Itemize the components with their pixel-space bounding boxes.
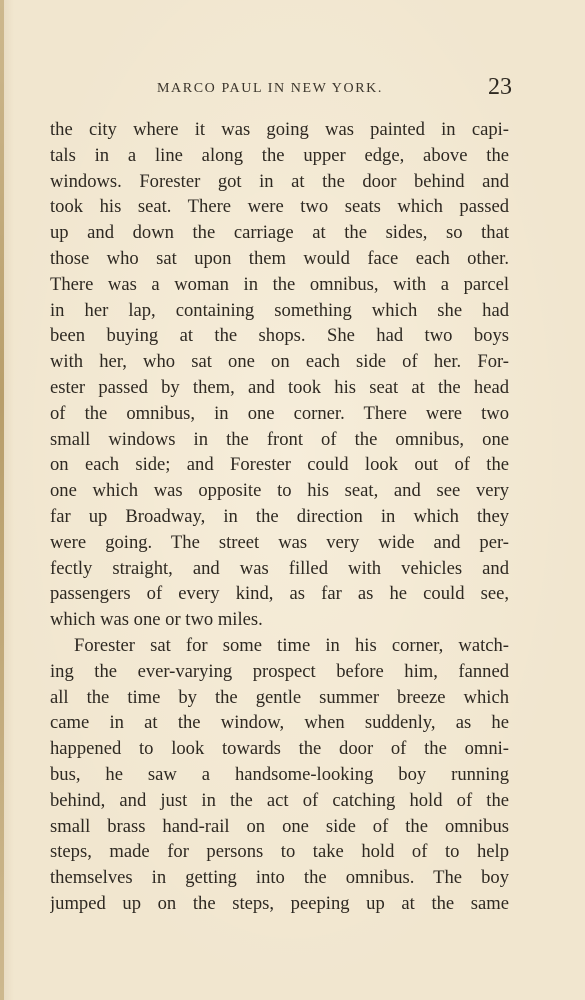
text-line: There was a woman in the omnibus, with a parcel [50,273,509,295]
text-line: were going. The street was very wide and per- [50,531,509,553]
text-line: took his seat. There were two seats which passed [50,196,509,218]
body-text [50,117,509,917]
text-line: behind, and just in the act of catching hold of the [50,789,509,811]
text-line: fectly straight, and was filled with vehicles and [50,557,509,579]
text-line: up and down the carriage at the sides, so that [50,222,509,244]
text-line: ing the ever-varying prospect before him, fanned [50,660,509,682]
text-line: all the time by the gentle summer breeze which [50,686,509,708]
running-head: MARCO PAUL IN NEW YORK. [157,81,383,96]
text-line: those who sat upon them would face each other. [50,247,509,269]
text-line: which was one or two miles. [50,609,263,631]
text-line: happened to look towards the door of the omni- [50,738,509,760]
text-line: steps, made for persons to take hold of to help [50,841,509,863]
text-line: in her lap, containing something which she had [50,299,509,321]
text-line: one which was opposite to his seat, and see very [50,480,509,502]
text-line: far up Broadway, in the direction in which they [50,505,509,527]
page-edge-shadow [0,0,4,1000]
text-line: jumped up on the steps, peeping up at the same [50,892,509,914]
text-line: the city where it was going was painted in capi- [50,119,509,140]
text-line: windows. Forester got in at the door behind and [50,170,509,192]
text-line: came in at the window, when suddenly, as he [50,712,509,734]
text-line: of the omnibus, in one corner. There were two [50,402,509,424]
text-line: ester passed by them, and took his seat at the head [50,376,509,398]
text-line: small brass hand-rail on one side of the omnibus [50,815,509,837]
text-line: on each side; and Forester could look out of the [50,454,509,476]
page-number: 23 [488,74,512,100]
text-line: passengers of every kind, as far as he could see, [50,583,509,605]
text-line: bus, he saw a handsome-looking boy running [50,763,509,785]
text-line: themselves in getting into the omnibus. The boy [50,867,509,889]
text-line: been buying at the shops. She had two boys [50,325,509,347]
text-line: with her, who sat one on each side of her. For- [50,351,509,373]
text-line: small windows in the front of the omnibus, one [50,428,509,450]
text-line: tals in a line along the upper edge, above the [50,144,509,166]
text-line-paragraph-start: Forester sat for some time in his corner, watch- [74,634,509,656]
page-header [50,76,512,102]
